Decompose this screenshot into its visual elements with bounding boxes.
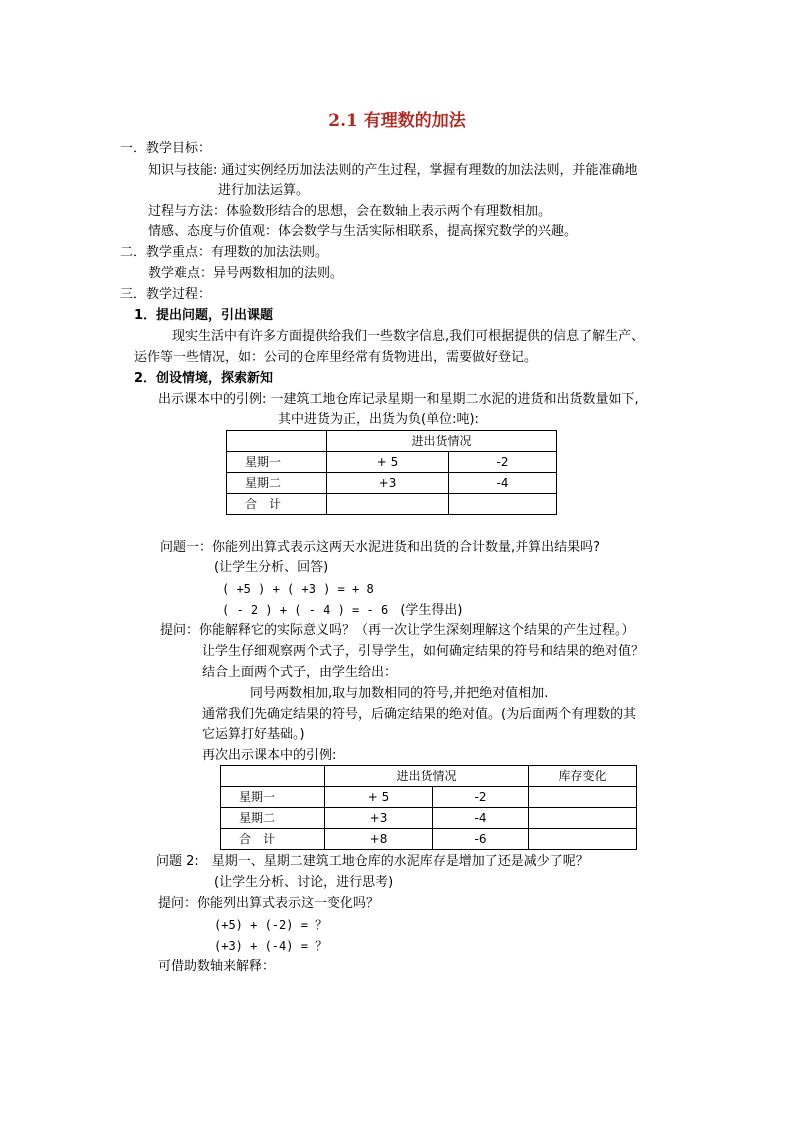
table-cell xyxy=(449,494,557,515)
table-cell xyxy=(227,431,327,452)
equation-2-row xyxy=(222,601,462,620)
step2-text-line2: 其中进货为正，出货为负(单位:吨): xyxy=(278,412,479,427)
equation-4: (+3) + (-4) = ？ xyxy=(214,939,328,953)
step1-text-line1: 现实生活中有许多方面提供给我们一些数字信息,我们可根据提供的信息了解生产、 xyxy=(172,329,645,344)
table-cell xyxy=(529,808,637,829)
row-label: 星期二 xyxy=(221,808,325,829)
objective-knowledge: 知识与技能: 通过实例经历加法法则的产生过程，掌握有理数的加法法则，并能准确地 xyxy=(148,163,638,178)
row-label: 星期二 xyxy=(227,473,327,494)
table-cell: +3 xyxy=(325,808,433,829)
table-cell: +3 xyxy=(327,473,449,494)
table-goods-flow xyxy=(226,430,557,515)
equation-3: (+5) + (-2) = ？ xyxy=(214,918,328,932)
equation-2: ( - 2 ) + ( - 4 ) = - 6 xyxy=(222,603,389,617)
table-cell xyxy=(221,766,325,787)
table-cell: -6 xyxy=(433,829,529,850)
objective-process: 过程与方法：体验数形结合的思想，会在数轴上表示两个有理数相加。 xyxy=(148,204,552,219)
section-process-heading: 三．教学过程： xyxy=(120,287,212,302)
combine-text: 结合上面两个式子，由学生给出： xyxy=(202,665,398,680)
row-label: 合 计 xyxy=(227,494,327,515)
step2-heading: 2．创设情境，探索新知 xyxy=(134,371,274,386)
step1-heading: 1．提出问题，引出课题 xyxy=(134,308,274,323)
table-header: 进出货情况 xyxy=(327,431,557,452)
difficult-point: 教学难点：异号两数相加的法则。 xyxy=(148,266,344,281)
table-cell: + 5 xyxy=(327,452,449,473)
ask-expression: 提问：你能列出算式表示这一变化吗？ xyxy=(158,896,380,911)
table-header: 进出货情况 xyxy=(325,766,529,787)
row-label: 星期一 xyxy=(227,452,327,473)
table-row xyxy=(227,494,557,515)
objective-attitude: 情感、态度与价值观：体会数学与生活实际相联系，提高探究数学的兴趣。 xyxy=(148,224,578,239)
guide-observe: 让学生仔细观察两个式子，引导学生，如何确定结果的符号和结果的绝对值？ xyxy=(202,644,645,659)
table-cell: + 5 xyxy=(325,787,433,808)
note-line2: 它运算打好基础。) xyxy=(202,727,305,742)
table-row xyxy=(221,829,637,850)
table-cell: -4 xyxy=(449,473,557,494)
table-row xyxy=(227,473,557,494)
table-row xyxy=(227,452,557,473)
row-label: 合 计 xyxy=(221,829,325,850)
table-cell: -2 xyxy=(449,452,557,473)
section-objectives-heading: 一．教学目标： xyxy=(120,141,212,156)
note-line1: 通常我们先确定结果的符号，后确定结果的绝对值。(为后面两个有理数的其 xyxy=(202,707,637,722)
page-title: 2.1 有理数的加法 xyxy=(328,111,466,131)
question1: 问题一：你能列出算式表示这两天水泥进货和出货的合计数量,并算出结果吗? xyxy=(160,540,601,555)
table-row xyxy=(227,431,557,452)
table-row xyxy=(221,787,637,808)
table-cell: -4 xyxy=(433,808,529,829)
show-again: 再次出示课本中的引例: xyxy=(202,748,337,763)
table-cell: +8 xyxy=(325,829,433,850)
objective-knowledge-cont: 进行加法运算。 xyxy=(218,183,310,198)
table-cell xyxy=(529,787,637,808)
table-row xyxy=(221,766,637,787)
question1-hint: (让学生分析、回答) xyxy=(214,560,329,575)
equation-2-note: (学生得出) xyxy=(400,603,463,618)
table-cell xyxy=(529,829,637,850)
question2: 问题 2: 星期一、星期二建筑工地仓库的水泥库存是增加了还是减少了呢？ xyxy=(156,854,589,869)
question2-hint: (让学生分析、讨论，进行思考) xyxy=(214,875,394,890)
step2-text-line1: 出示课本中的引例: 一建筑工地仓库记录星期一和星期二水泥的进货和出货数量如下, xyxy=(158,392,639,407)
addition-rule: 同号两数相加,取与加数相同的符号,并把绝对值相加. xyxy=(250,686,549,701)
number-line-hint: 可借助数轴来解释： xyxy=(158,959,276,974)
table-cell: -2 xyxy=(433,787,529,808)
row-label: 星期一 xyxy=(221,787,325,808)
table-stock-change xyxy=(220,765,637,850)
table-row xyxy=(221,808,637,829)
section-key-points: 二．教学重点：有理数的加法法则。 xyxy=(120,245,329,260)
table-cell xyxy=(327,494,449,515)
table-header-stock: 库存变化 xyxy=(529,766,637,787)
ask-meaning: 提问：你能解释它的实际意义吗？（再一次让学生深刻理解这个结果的产生过程。） xyxy=(160,623,635,638)
step1-text-line2: 运作等一些情况，如：公司的仓库里经常有货物进出，需要做好登记。 xyxy=(134,350,538,365)
equation-1: ( +5 ) + ( +3 ) = + 8 xyxy=(222,582,374,596)
